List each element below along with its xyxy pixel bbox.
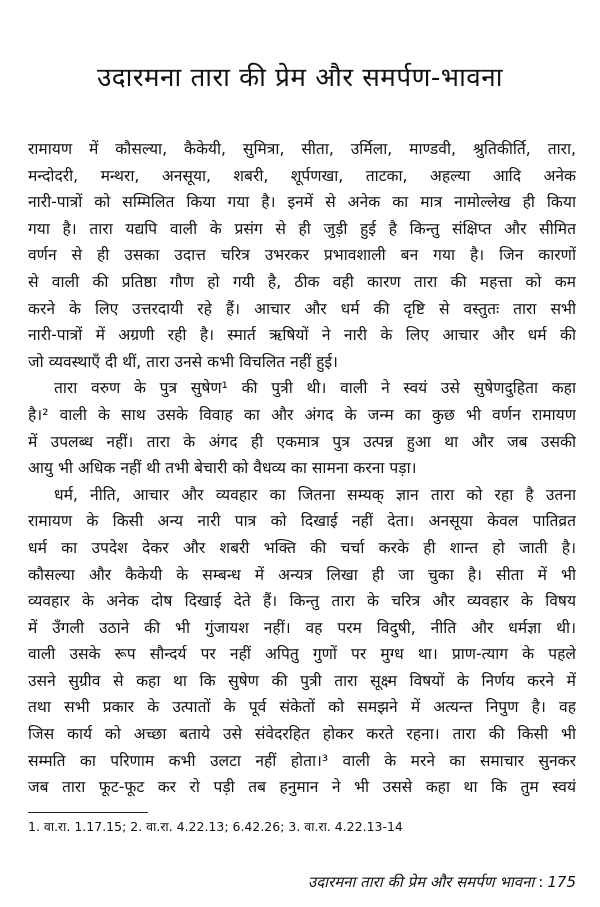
text-line: वाली उसके रूप सौन्दर्य पर नहीं अपितु गुणों पर मुग्ध था। प्राण-त्याग के पहले: [28, 645, 576, 664]
text-line: जिस कार्य को अच्छा बताये उसे संवेदरहित होकर करते रहना। तारा की किसी भी: [28, 725, 576, 744]
text-line: गया है। तारा यद्यपि वाली के प्रसंग से ही जुड़ी हुई है किन्तु संक्षिप्त और सीमित: [28, 219, 576, 238]
footer-separator: :: [538, 873, 544, 891]
text-line: जो व्यवस्थाएँ दी थीं, तारा उनसे कभी विचलित नहीं हुई।: [28, 352, 338, 371]
text-line: नारी-पात्रों में अग्रणी रही है। स्मार्त ऋषियों ने नारी के लिए आचार और धर्म की: [28, 326, 576, 345]
text-line: है।² वाली के साथ उसके विवाह का और अंगद के जन्म का कुछ भी वर्णन रामायण: [28, 405, 576, 424]
text-line: आयु भी अधिक नहीं थी तभी बेचारी को वैधव्य का सामना करना पड़ा।: [28, 459, 417, 478]
text-line: में उपलब्ध नहीं। तारा के अंगद ही एकमात्र पुत्र उत्पन्न हुआ था और जब उसकी: [28, 432, 576, 451]
text-line: रामायण में कौसल्या, कैकेयी, सुमित्रा, सीता, उर्मिला, माण्डवी, श्रुतिकीर्ति, तारा,: [28, 140, 576, 158]
text-line: रामायण के किसी अन्य नारी पात्र को दिखाई नहीं देता। अनसूया केवल पातिव्रत: [28, 512, 576, 531]
text-line: व्यवहार के अनेक दोष दिखाई देते हैं। किन्तु तारा के चरित्र और व्यवहार के विषय: [28, 592, 576, 611]
text-line: धर्म, नीति, आचार और व्यवहार का जितना सम्यक् ज्ञान तारा को रहा है उतना: [54, 485, 576, 504]
text-line: से वाली की प्रतिष्ठा गौण हो गयी है, ठीक वही कारण तारा की महत्ता को कम: [28, 272, 576, 291]
text-line: तारा वरुण के पुत्र सुषेण¹ की पुत्री थी। वाली ने स्वयं उसे सुषेणदुहिता कहा: [54, 379, 576, 398]
text-line: कौसल्या और कैकेयी के सम्बन्ध में अन्यत्र लिखा ही जा चुका है। सीता में भी: [28, 565, 576, 584]
text-line: नारी-पात्रों को सम्मिलित किया गया है। इनमें से अनेक का मात्र नामोल्लेख ही किया: [28, 193, 576, 212]
page-number: 175: [547, 873, 576, 891]
text-line: वर्णन से ही उसका उदात्त चरित्र उभरकर प्रभावशाली बन गया है। जिन कारणों: [28, 246, 576, 265]
text-line: जब तारा फूट-फूट कर रो पड़ी तब हनुमान ने भी उससे कहा था कि तुम स्वयं: [28, 778, 576, 797]
text-line: करने के लिए उत्तरदायी रहे हैं। आचार और धर्म की दृष्टि से वस्तुतः तारा सभी: [28, 299, 576, 318]
body-text: [28, 136, 576, 801]
text-line: मन्दोदरी, मन्थरा, अनसूया, शबरी, शूर्पणखा, ताटका, अहल्या आदि अनेक: [28, 166, 576, 185]
text-line: में उँगली उठाने की भी गुंजायश नहीं। वह परम विदुषी, नीति और धर्मज्ञा थी।: [28, 618, 576, 637]
footnote-divider: [28, 812, 148, 813]
text-line: तथा सभी प्रकार के उत्पातों के पूर्व संकेतों को समझने में अत्यन्त निपुण है। वह: [28, 698, 576, 717]
text-line: धर्म का उपदेश देकर और शबरी भक्ति की चर्चा करके ही शान्त हो जाती है।: [28, 538, 576, 557]
page-footer: [308, 872, 576, 892]
text-line: सम्मति का परिणाम कभी उलटा नहीं होता।³ वाली के मरने का समाचार सुनकर: [28, 751, 576, 770]
text-line: उसने सुग्रीव से कहा था कि सुषेण की पुत्री तारा सूक्ष्म विषयों के निर्णय करने में: [28, 671, 576, 690]
chapter-title: उदारमना तारा की प्रेम और समर्पण-भावना: [97, 63, 503, 93]
footnotes: 1. वा.रा. 1.17.15; 2. वा.रा. 4.22.13; 6.42.26; 3. वा.रा. 4.22.13-14: [28, 819, 403, 834]
running-title: उदारमना तारा की प्रेम और समर्पण भावना: [308, 873, 535, 891]
